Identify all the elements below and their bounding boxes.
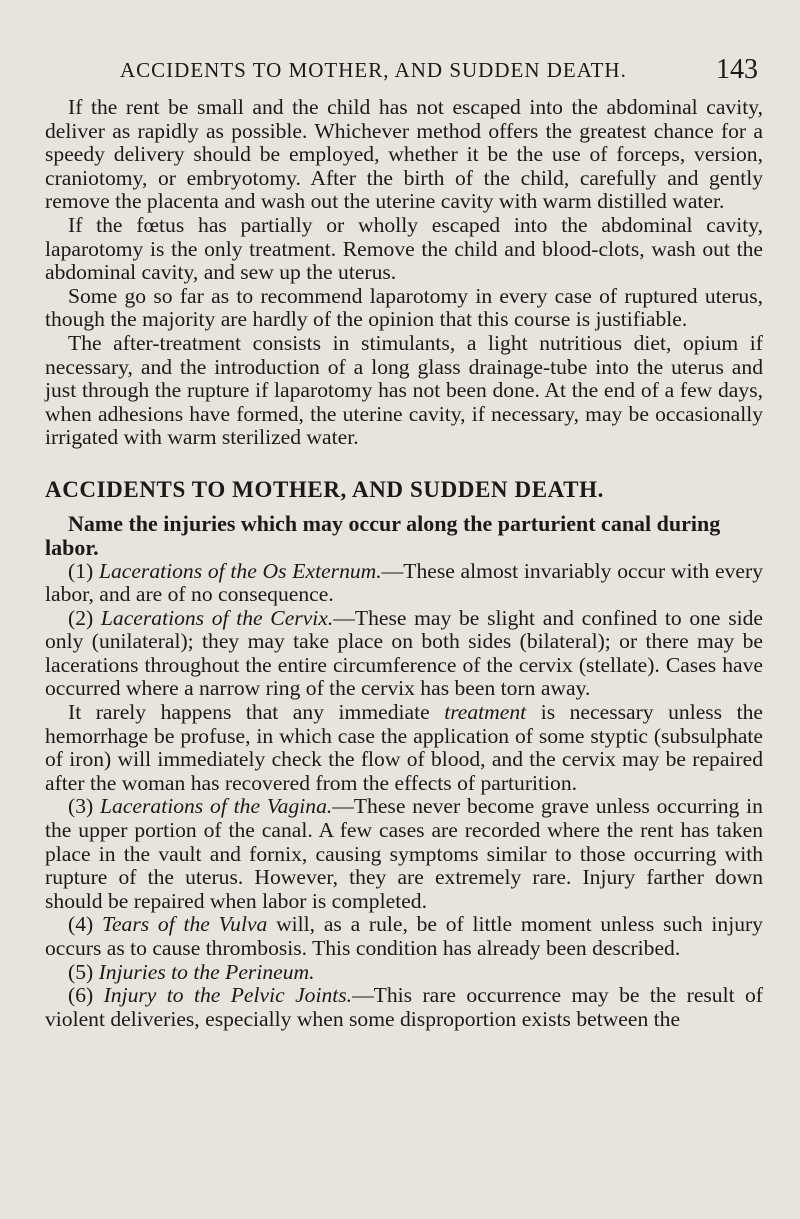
list-item — [45, 961, 763, 985]
item-number: (5) — [68, 959, 94, 984]
treatment-emphasis: treatment — [444, 700, 527, 725]
running-head — [120, 54, 760, 88]
list-item — [45, 913, 763, 960]
running-title: ACCIDENTS TO MOTHER, AND SUDDEN DEATH. — [120, 58, 627, 82]
item-title: Lacerations of the Cervix. — [100, 605, 334, 630]
list-item — [45, 795, 763, 913]
paragraph-after-treatment: The after-treatment consists in stimulants, a light nutritious diet, opium if necessary, and the introduction of a long glass drainage-tube into the uterus and just through the rupture if laparotomy has not been done. At the end of a few days, when adhesions have formed, the uterine cavity, if necessary, may be occasionally irrigated with warm sterilized water. — [45, 330, 763, 450]
item-title: Tears of the Vulva — [101, 912, 268, 937]
item-number: (1) — [68, 558, 94, 583]
item-text: will, as a rule, be of little moment unless such injury occurs as to cause thrombosis. This condition has already been described. — [45, 912, 763, 960]
item-number: (4) — [68, 912, 94, 937]
item-number: (2) — [68, 605, 94, 630]
item-text: —These never become grave unless occurring in the upper portion of the canal. A few cases are recorded where the rent has taken place in the vault and fornix, causing symptoms similar to those occurring with rupture of the uterus. However, they are extremely rare. Injury farther down should be repaired when labor is completed. — [45, 794, 763, 913]
question-heading: Name the injuries which may occur along the parturient canal during labor. — [45, 510, 721, 560]
list-item — [45, 560, 763, 607]
item-text: —These may be slight and confined to one side only (unilateral); they may take place on both sides (bilateral); or there may be lacerations throughout the entire circumference of the cervix (stellate). Cases have occurred where a narrow ring of the cervix has been torn away. — [45, 605, 763, 701]
item-text: —This rare occurrence may be the result of violent deliveries, especially when some disproportion exists between the — [45, 983, 763, 1031]
section-heading: ACCIDENTS TO MOTHER, AND SUDDEN DEATH. — [45, 476, 604, 502]
treatment-text-before: It rarely happens that any immediate — [68, 700, 445, 725]
page-number: 143 — [716, 54, 758, 85]
list-item — [45, 984, 763, 1031]
paragraph-laparotomy: If the fœtus has partially or wholly escaped into the abdominal cavity, laparotomy is the only treatment. Remove the child and blood-clots, wash out the abdominal cavity, and sew up the uterus. — [45, 212, 763, 285]
item-title: Injuries to the Perineum. — [98, 959, 315, 984]
item-number: (6) — [68, 983, 94, 1008]
list-item — [45, 607, 763, 701]
treatment-text-after: is necessary unless the hemorrhage be profuse, in which case the application of some styptic (subsulphate of iron) will immediately check the flow of blood, and the cervix may be repaired after the woman has recovered from the effects of parturition. — [45, 700, 763, 795]
item-title: Lacerations of the Os Externum. — [98, 558, 382, 583]
item-title: Injury to the Pelvic Joints. — [103, 983, 353, 1008]
paragraph-treatment — [45, 701, 763, 795]
paragraph-recommendation: Some go so far as to recommend laparotomy in every case of ruptured uterus, though the majority are hardly of the opinion that this course is justifiable. — [45, 283, 763, 332]
item-number: (3) — [68, 794, 94, 819]
page-body — [45, 96, 763, 1031]
item-text: —These almost invariably occur with every labor, and are of no consequence. — [45, 558, 763, 607]
paragraph-delivery: If the rent be small and the child has not escaped into the abdominal cavity, deliver as rapidly as possible. Whichever method offers the greatest chance for a speedy delivery should be employed, whether it be the use of forceps, version, craniotomy, or embryotomy. After the birth of the child, carefully and gently remove the placenta and wash out the uterine cavity with warm distilled water. — [45, 95, 763, 214]
item-title: Lacerations of the Vagina. — [100, 794, 333, 819]
